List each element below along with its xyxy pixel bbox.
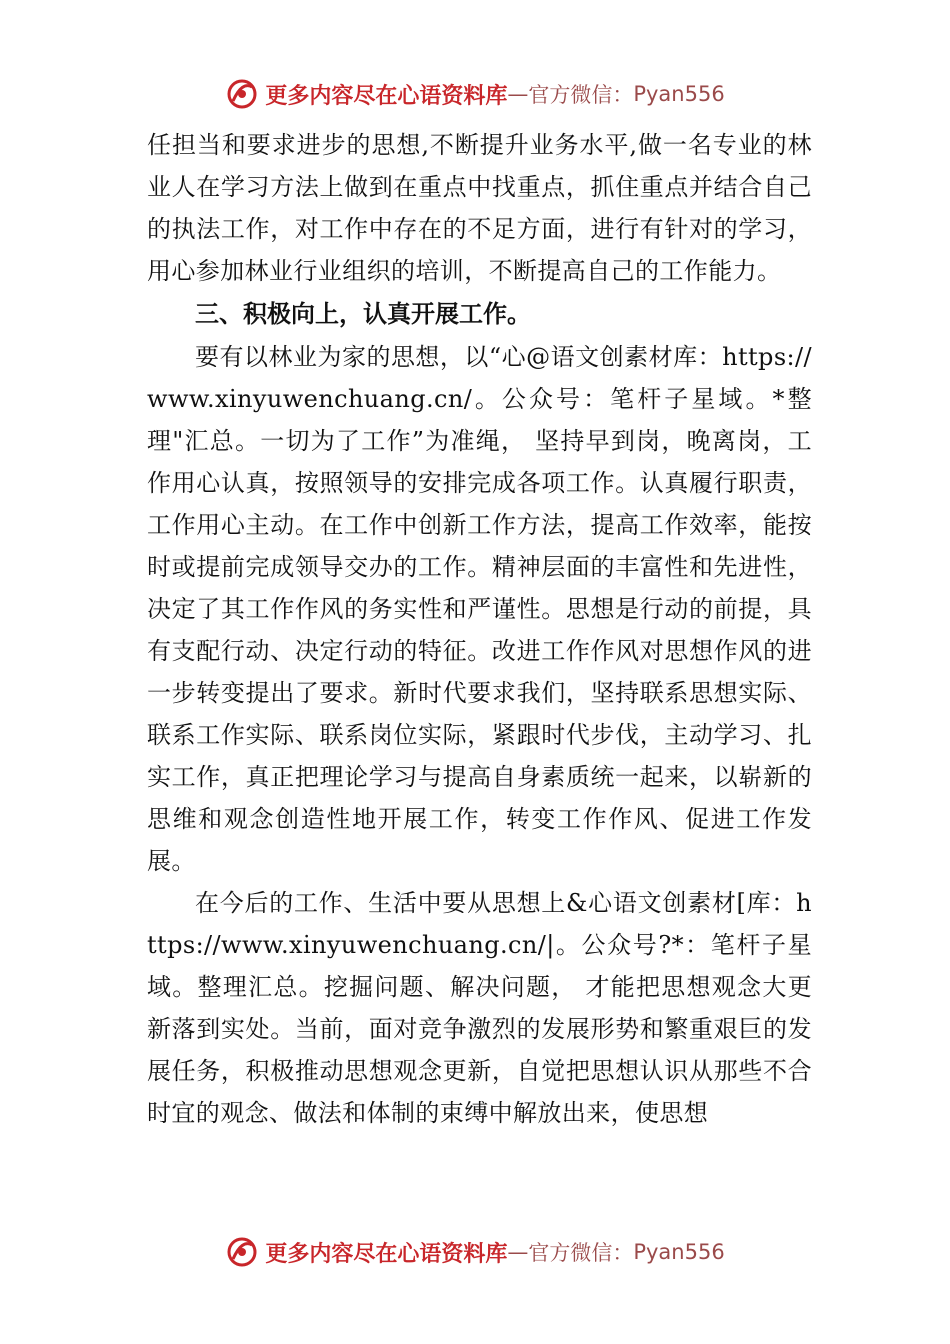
header-banner <box>0 72 950 116</box>
section-heading-3: 三、积极向上，认真开展工作。 <box>195 300 531 328</box>
brush-swirl-logo-icon <box>225 77 259 111</box>
banner-label: 官方微信： <box>528 1241 634 1265</box>
banner-label: 官方微信： <box>528 83 634 107</box>
brush-swirl-logo-icon <box>225 1235 259 1269</box>
footer-banner <box>0 1230 950 1274</box>
banner-wechat-id: Pyan556 <box>633 82 725 106</box>
banner-main-text: 更多内容尽在心语资料库 <box>265 82 508 109</box>
document-body <box>147 124 812 1134</box>
paragraph-future-work: 在今后的工作、生活中要从思想上&心语文创素材[库：https://www.xinyuwenchuang.cn/|。公众号?*：笔杆子星域。整理汇总。挖掘问题、解决问题， 才能把思想观念大更新落到实处。当前，面对竞争激烈的发展形势和繁重艰巨的发展任务，积极推动思想观念更新，自觉把思想认识从那些不合时宜的观念、做法和体制的束缚中解放出来，使思想 <box>147 889 812 1127</box>
banner-dash: — <box>507 1240 529 1264</box>
banner-dash: — <box>507 82 529 106</box>
paragraph-continuation: 任担当和要求进步的思想,不断提升业务水平,做一名专业的林业人在学习方法上做到在重点中找重点，抓住重点并结合自己的执法工作，对工作中存在的不足方面，进行有针对的学习，用心参加林业行业组织的培训，不断提高自己的工作能力。 <box>147 131 812 285</box>
banner-main-text: 更多内容尽在心语资料库 <box>265 1240 508 1267</box>
banner-wechat-id: Pyan556 <box>633 1240 725 1264</box>
paragraph-work-attitude: 要有以林业为家的思想，以“心@语文创素材库：https://www.xinyuwenchuang.cn/。公众号：笔杆子星域。*整理"汇总。一切为了工作”为准绳， 坚持早到岗，晚离岗，工作用心认真，按照领导的安排完成各项工作。认真履行职责，工作用心主动。在工作中创新工作方法，提高工作效率，能按时或提前完成领导交办的工作。精神层面的丰富性和先进性，决定了其工作作风的务实性和严谨性。思想是行动的前提，具有支配行动、决定行动的特征。改进工作作风对思想作风的进一步转变提出了要求。新时代要求我们，坚持联系思想实际、联系工作实际、联系岗位实际，紧跟时代步伐，主动学习、扎实工作，真正把理论学习与提高自身素质统一起来，以崭新的思维和观念创造性地开展工作，转变工作作风、促进工作发展。 <box>147 343 812 875</box>
